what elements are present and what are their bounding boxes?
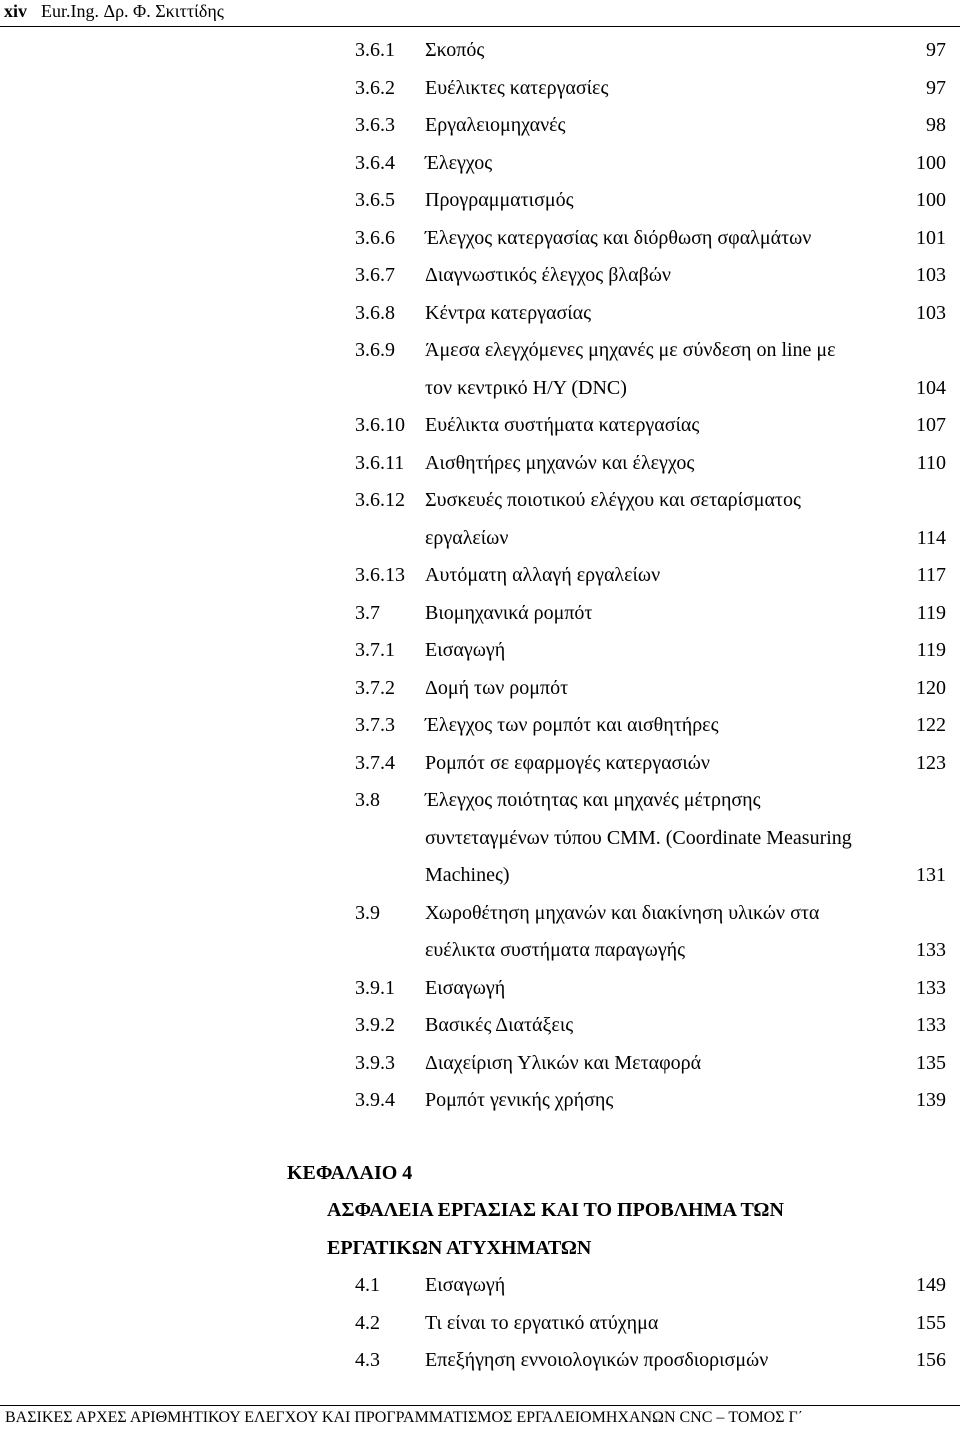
toc-entry-page: 100 (916, 189, 946, 211)
author-name: Eur.Ing. Δρ. Φ. Σκιττίδης (41, 1, 224, 21)
toc-entry-page: 110 (916, 451, 946, 474)
toc-entry-title: Διαγνωστικός έλεγχος βλαβών (425, 264, 671, 286)
toc-entry (0, 598, 960, 628)
toc-entry (0, 73, 960, 103)
toc-entry (0, 110, 960, 140)
toc-entry-number: 3.6.12 (355, 489, 405, 511)
toc-entry-title: ευέλικτα συστήματα παραγωγής (425, 939, 686, 961)
toc-entry-number: 4.3 (355, 1349, 380, 1371)
toc-entry-page: 149 (916, 1274, 946, 1296)
toc-entry (0, 448, 960, 478)
toc-entry-title: συντεταγμένων τύπου CMM. (Coordinate Measuring (425, 826, 852, 849)
chapter-title-line-1: ΑΣΦΑΛΕΙΑ ΕΡΓΑΣΙΑΣ ΚΑΙ ΤΟ ΠΡΟΒΛΗΜΑ ΤΩΝ (327, 1199, 784, 1221)
toc-entry-title: Αυτόματη αλλαγή εργαλείων (425, 564, 661, 586)
toc-entry (0, 185, 960, 215)
page-footer (0, 1405, 960, 1430)
toc-entry-title: Ευέλικτα συστήματα κατεργασίας (425, 414, 700, 436)
toc-entry-title: Έλεγχος ποιότητας και μηχανές μέτρησης (425, 789, 761, 811)
toc-entry-number: 3.7 (355, 601, 380, 624)
toc-entry-page: 103 (916, 264, 946, 286)
toc-entry-page: 98 (926, 114, 946, 136)
toc-entry-number: 4.1 (355, 1274, 380, 1296)
toc-entry-page: 101 (916, 226, 946, 249)
toc-entry-page: 104 (916, 376, 946, 399)
toc-entry-number: 3.9.3 (355, 1051, 395, 1074)
toc-entry-page: 122 (916, 714, 946, 736)
toc-entry-number: 3.7.3 (355, 714, 395, 736)
toc-entry-number: 3.6.13 (355, 564, 405, 586)
toc-entry-number: 3.7.4 (355, 751, 395, 774)
toc-entry (0, 635, 960, 665)
toc-entry (0, 223, 960, 253)
toc-entry-page: 107 (916, 414, 946, 436)
toc-entry (0, 898, 960, 928)
toc-entry (0, 935, 960, 965)
toc-entry-number: 3.7.1 (355, 639, 395, 661)
toc-entry-title: Ευέλικτες κατεργασίες (425, 76, 609, 99)
toc-entry (0, 373, 960, 403)
toc-entry-number: 3.6.11 (355, 451, 405, 474)
toc-entry-title: εργαλείων (425, 526, 509, 549)
toc-entry-number: 3.6.6 (355, 226, 395, 249)
toc-entry-title: Machineς) (425, 864, 510, 886)
toc-entry-title: Χωροθέτηση μηχανών και διακίνηση υλικών στα (425, 901, 820, 924)
toc-entry (0, 1270, 960, 1300)
toc-entry-number: 3.6.7 (355, 264, 395, 286)
toc-entry-page: 97 (926, 76, 946, 99)
toc-entry-title: τον κεντρικό Η/Υ (DNC) (425, 376, 627, 399)
toc-entry-page: 114 (916, 526, 946, 549)
toc-entry-page: 100 (916, 151, 946, 174)
toc-entry-page: 155 (916, 1311, 946, 1334)
toc-entry (0, 1010, 960, 1040)
toc-entry (0, 335, 960, 365)
toc-entry-page: 119 (916, 639, 946, 661)
page-number: xiv (4, 1, 28, 21)
toc-entry-number: 3.6.2 (355, 76, 395, 99)
toc-entry-title: Προγραμματισμός (425, 189, 574, 211)
toc-entry-title: Βασικές Διατάξεις (425, 1014, 574, 1036)
toc-entry-number: 3.7.2 (355, 676, 395, 699)
toc-entry-title: Εργαλειομηχανές (425, 114, 566, 136)
toc-entry (0, 748, 960, 778)
toc-entry (0, 1308, 960, 1338)
toc-entry (0, 973, 960, 1003)
toc-entry-number: 3.9 (355, 901, 380, 924)
chapter-label: ΚΕΦΑΛΑΙΟ 4 (287, 1162, 413, 1184)
toc-entry-title: Εισαγωγή (425, 639, 506, 661)
toc-entry (0, 785, 960, 815)
toc-entry-number: 3.6.8 (355, 301, 395, 324)
toc-entry-title: Συσκευές ποιοτικού ελέγχου και σεταρίσματος (425, 489, 801, 511)
toc-entry-page: 123 (916, 751, 946, 774)
toc-entry-page: 120 (916, 676, 946, 699)
toc-entry-title: Ρομπότ σε εφαρμογές κατεργασιών (425, 751, 710, 774)
toc-entry-title: Διαχείριση Υλικών και Μεταφορά (425, 1051, 702, 1074)
toc-entry-title: Έλεγχος (425, 151, 493, 174)
toc-entry-number: 3.6.3 (355, 114, 395, 136)
toc-entry-page: 133 (916, 939, 946, 961)
toc-entry-title: Επεξήγηση εννοιολογικών προσδιορισμών (425, 1349, 769, 1371)
toc-entry-title: Έλεγχος κατεργασίας και διόρθωση σφαλμάτων (425, 226, 812, 249)
toc-entry-title: Έλεγχος των ρομπότ και αισθητήρες (425, 714, 719, 736)
toc-entry-page: 133 (916, 1014, 946, 1036)
toc-entry-page: 139 (916, 1089, 946, 1111)
toc-entry-title: Εισαγωγή (425, 1274, 506, 1296)
toc-entry-number: 3.6.4 (355, 151, 395, 174)
toc-entry (0, 260, 960, 290)
toc-entry-page: 133 (916, 976, 946, 999)
toc-entry-number: 3.6.5 (355, 189, 395, 211)
toc-entry-title: Σκοπός (425, 39, 485, 61)
toc-entry (0, 1085, 960, 1115)
toc-entry (0, 560, 960, 590)
toc-entry-page: 117 (916, 564, 946, 586)
toc-entry (0, 148, 960, 178)
toc-entry (0, 298, 960, 328)
toc-entry (0, 1345, 960, 1375)
toc-entry-title: Τι είναι το εργατικό ατύχημα (425, 1311, 659, 1334)
toc-entry (0, 673, 960, 703)
toc-entry (0, 35, 960, 65)
toc-entry (0, 860, 960, 890)
toc-entry-title: Άμεσα ελεγχόμενες μηχανές με σύνδεση on line με (425, 339, 836, 361)
toc-entry-number: 3.9.1 (355, 976, 395, 999)
toc-entry-page: 131 (916, 864, 946, 886)
toc-entry-number: 3.6.9 (355, 339, 395, 361)
toc-entry-number: 3.6.10 (355, 414, 405, 436)
chapter-title-line-2: ΕΡΓΑΤΙΚΩΝ ΑΤΥΧΗΜΑΤΩΝ (327, 1237, 592, 1259)
toc-entry-title: Δομή των ρομπότ (425, 676, 569, 699)
toc-entry (0, 710, 960, 740)
toc-entry-number: 3.9.4 (355, 1089, 395, 1111)
toc-entry-title: Αισθητήρες μηχανών και έλεγχος (425, 451, 695, 474)
toc-entry-page: 119 (916, 601, 946, 624)
toc-entry (0, 410, 960, 440)
toc-entry (0, 485, 960, 515)
toc-entry-title: Εισαγωγή (425, 976, 506, 999)
toc-entry (0, 1048, 960, 1078)
toc-entry-number: 3.8 (355, 789, 380, 811)
toc-entry-page: 156 (916, 1349, 946, 1371)
footer-text: ΒΑΣΙΚΕΣ ΑΡΧΕΣ ΑΡΙΘΜΗΤΙΚΟΥ ΕΛΕΓΧΟΥ ΚΑΙ ΠΡΟΓΡΑΜΜΑΤΙΣΜΟΣ ΕΡΓΑΛΕΙΟΜΗΧΑΝΩΝ CNC – ΤΟΜΟΣ Γ΄ (5, 1409, 804, 1426)
toc-entry-title: Κέντρα κατεργασίας (425, 301, 592, 324)
toc-entry (0, 523, 960, 553)
toc-entry-page: 103 (916, 301, 946, 324)
toc-entry-page: 135 (916, 1051, 946, 1074)
toc-entry-number: 3.6.1 (355, 39, 395, 61)
toc-entry-title: Ρομπότ γενικής χρήσης (425, 1089, 614, 1111)
toc-entry-page: 97 (926, 39, 946, 61)
toc-entry-title: Βιομηχανικά ρομπότ (425, 601, 593, 624)
toc-entry (0, 823, 960, 853)
toc-entry-number: 4.2 (355, 1311, 380, 1334)
toc-entry-number: 3.9.2 (355, 1014, 395, 1036)
page-header (0, 0, 960, 27)
